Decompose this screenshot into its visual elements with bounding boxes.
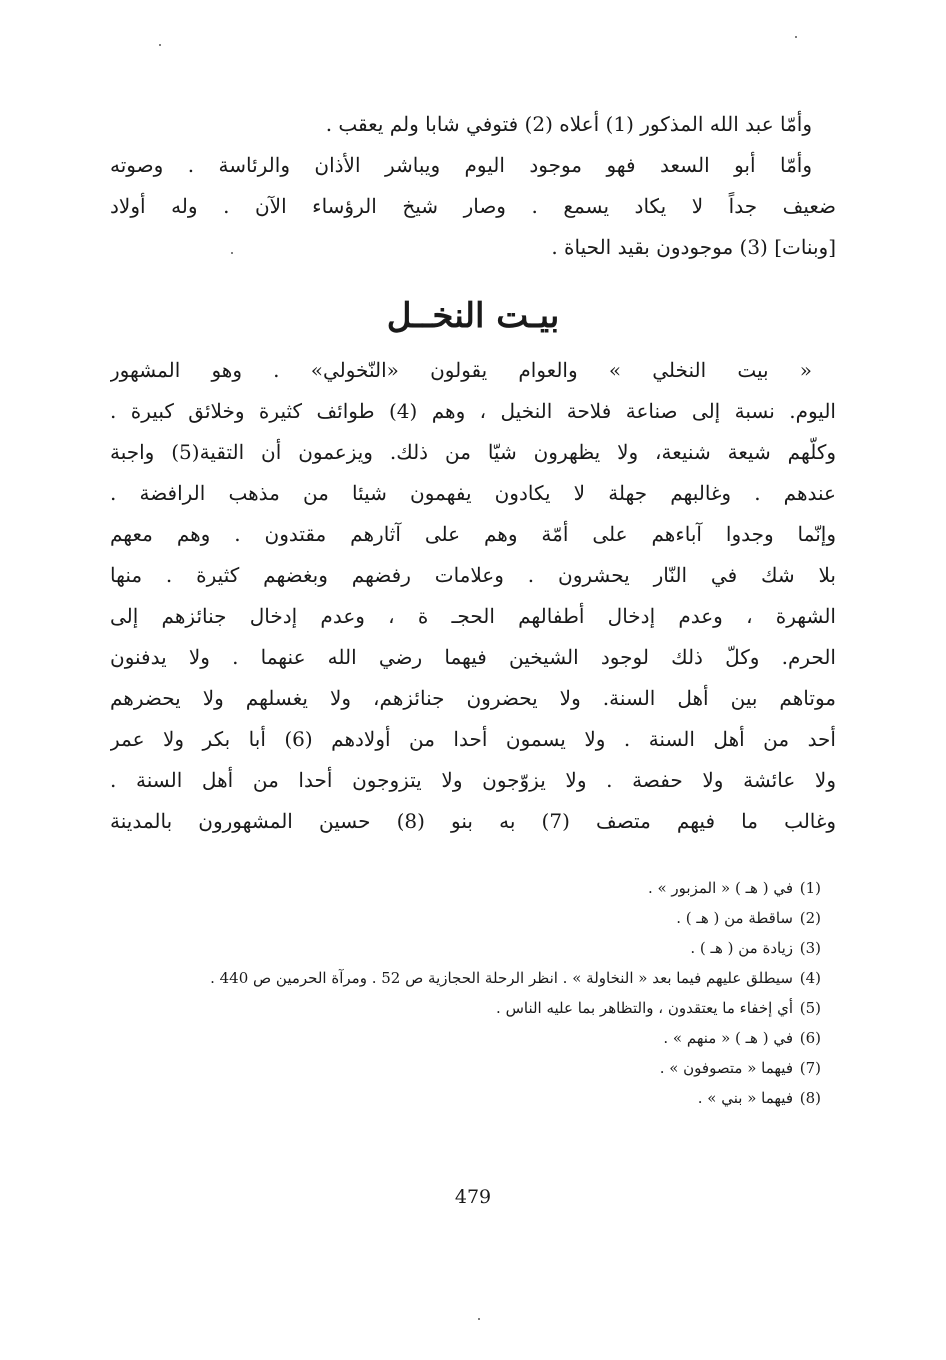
paragraph-intro: [110, 104, 836, 268]
text-line: موتاهم بين أهل السنة. ولا يحضرون جنائزهم، ولا يغسلهم ولا يحضرهم: [110, 686, 836, 710]
text-line: [وبنات] (3) موجودون بقيد الحياة .: [551, 235, 836, 259]
text-line: الشهرة ، وعدم إدخال أطفالهم الحجـ ة ، وعدم إدخال جنائزهم إلى: [110, 604, 836, 628]
text-line: وكلّهم شيعة شنيعة، ولا يظهرون شيّا من ذلك. ويزعمون أن التقية(5) واجبة: [110, 440, 836, 464]
footnote: [121, 908, 821, 929]
footnote-text: سيطلق عليهم فيما بعد « النخاولة » . انظر الرحلة الحجازية ص 52 . ومرآة الحرمين ص 440 .: [210, 969, 793, 987]
section-heading: بيـت النخــل: [386, 296, 560, 336]
text-line: اليوم. نسبة إلى صناعة فلاحة النخيل ، وهم (4) طوائف كثيرة وخلائق كبيرة .: [110, 399, 836, 423]
footnote-number: (5): [799, 999, 821, 1017]
text-line: وأمّا أبو السعد فهو موجود اليوم ويباشر الأذان والرئاسة . وصوته: [110, 153, 812, 177]
footnote: [121, 968, 821, 989]
footnote-number: (4): [799, 969, 821, 987]
text-line: عندهم . وغالبهم جهلة لا يكادون يفهمون شيئا من مذهب الرافضة .: [110, 481, 836, 505]
footnote-number: (8): [799, 1089, 821, 1107]
footnotes: [121, 878, 821, 1118]
footnote-number: (1): [799, 879, 821, 897]
footnote: [121, 998, 821, 1019]
footnote: [121, 878, 821, 899]
footnote-text: في ( هـ ) « المزبور » .: [647, 879, 793, 897]
text-line: ولا عائشة ولا حفصة . ولا يزوّجون ولا يتزوجون أحدا من أهل السنة .: [110, 768, 836, 792]
scan-speck: [478, 1318, 480, 1320]
footnote-text: في ( هـ ) « منهم » .: [663, 1029, 793, 1047]
footnote: [121, 1028, 821, 1049]
text-line: أحد من أهل السنة . ولا يسمون أحدا من أولادهم (6) أبا بكر ولا عمر: [110, 727, 836, 751]
footnote-number: (6): [799, 1029, 821, 1047]
footnote-text: فيهما « متصوفون » .: [659, 1059, 793, 1077]
footnote-number: (7): [799, 1059, 821, 1077]
text-line: ضعيف جداً لا يكاد يسمع . وصار شيخ الرؤساء الآن . وله أولاد: [110, 194, 836, 218]
footnote-text: ساقطة من ( هـ ) .: [676, 909, 793, 927]
scan-speck: [795, 36, 797, 38]
text-line: بلا شك في النّار يحشرون . وعلامات رفضهم وبغضهم كثيرة . منها: [110, 563, 836, 587]
footnote: [121, 938, 821, 959]
text-line: وأمّا عبد الله المذكور (1) أعلاه (2) فتوفي شابا ولم يعقب .: [325, 112, 812, 136]
footnote-number: (2): [799, 909, 821, 927]
scan-speck: [231, 252, 233, 254]
scan-speck: [159, 44, 161, 46]
text-line: وغالب ما فيهم متصف (7) به بنو (8) حسين المشهورون بالمدينة: [110, 809, 836, 833]
footnote-text: زيادة من ( هـ ) .: [690, 939, 793, 957]
footnote: [121, 1088, 821, 1109]
footnote-text: أي إخفاء ما يعتقدون ، والتظاهر بما عليه الناس .: [496, 999, 793, 1017]
footnote: [121, 1058, 821, 1079]
footnote-number: (3): [799, 939, 821, 957]
footnote-text: فيهما « بني » .: [697, 1089, 793, 1107]
text-line: الحرم. وكلّ ذلك لوجود الشيخين فيهما رضي الله عنهما . ولا يدفنون: [110, 645, 836, 669]
text-line: « بيت النخلي » والعوام يقولون «النّخولي» . وهو المشهور: [110, 358, 812, 382]
paragraph-main: [110, 350, 836, 842]
page-number: 479: [454, 1186, 492, 1208]
text-line: وإنّما وجدوا آباءهم على أمّة وهم على آثارهم مقتدون . وهم معهم: [110, 522, 836, 546]
